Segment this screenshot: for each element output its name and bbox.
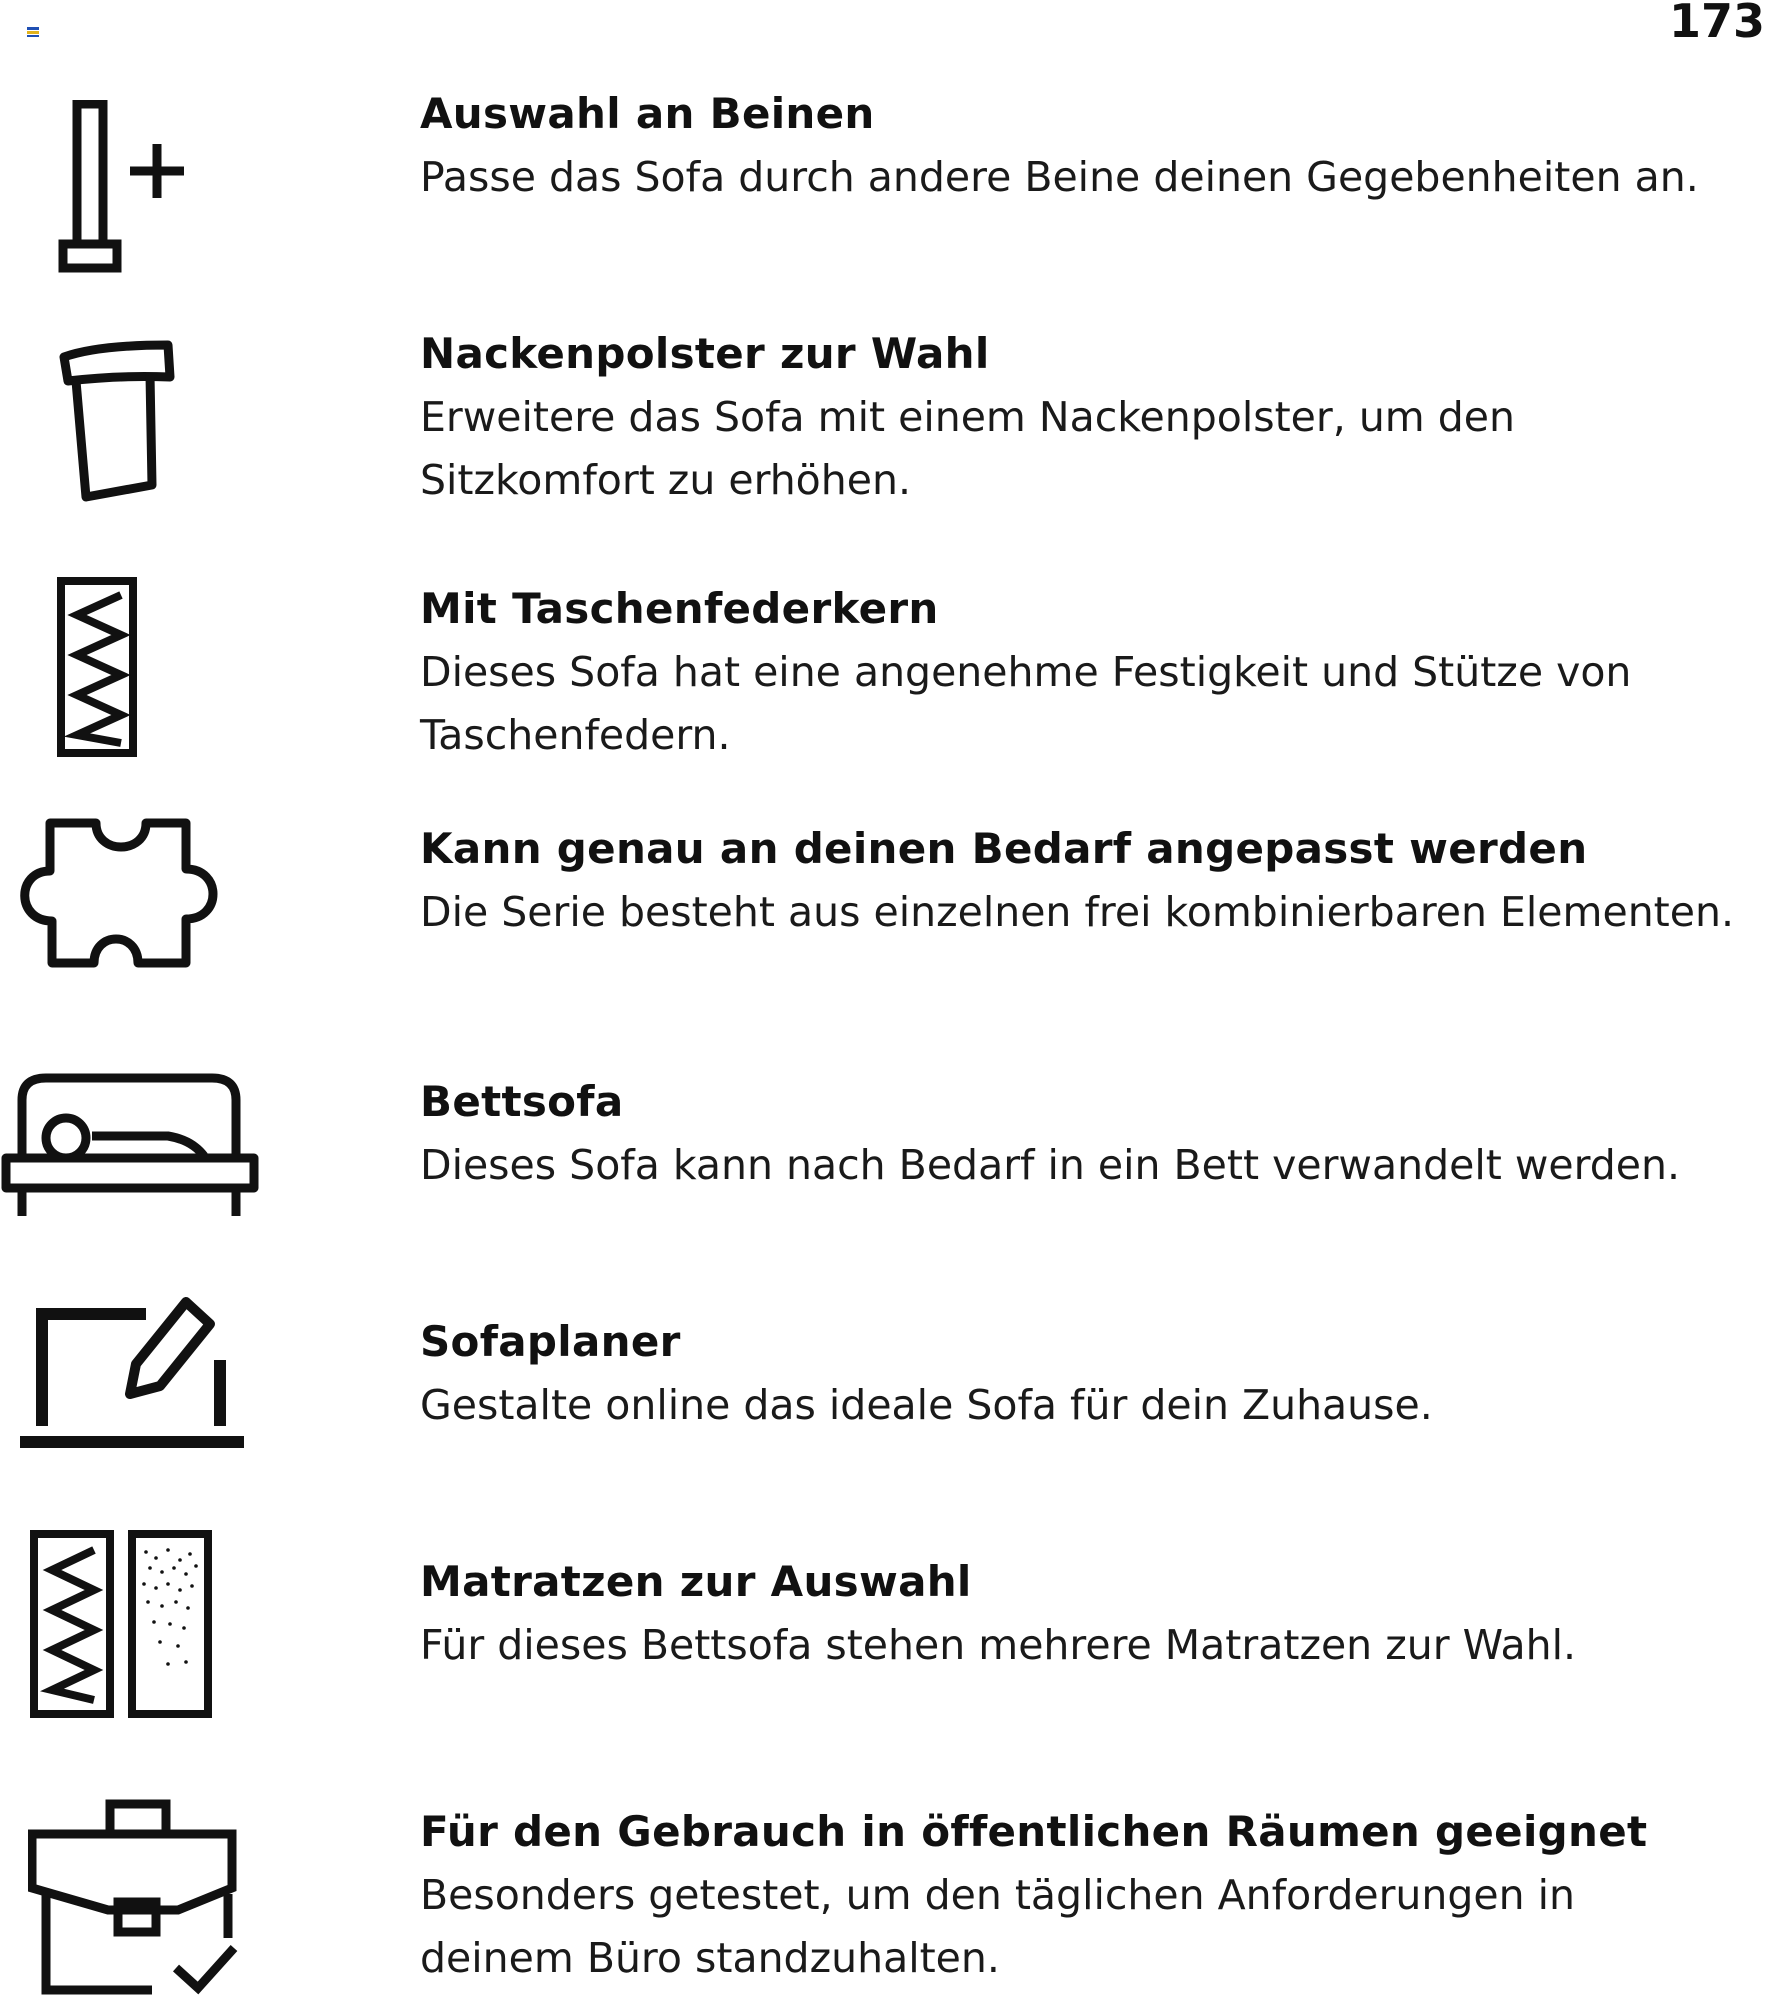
- feature-item: [420, 1078, 1740, 1197]
- feature-description: Passe das Sofa durch andere Beine deinen Gegebenheiten an.: [420, 153, 1699, 201]
- bed-icon: [0, 1070, 262, 1220]
- pocket-spring-icon: [55, 575, 145, 760]
- mattress-choice-icon: [30, 1528, 220, 1718]
- feature-item: [420, 825, 1740, 944]
- feature-item: [420, 585, 1740, 767]
- feature-description: Gestalte online das ideale Sofa für dein Zuhause.: [420, 1381, 1433, 1429]
- puzzle-piece-icon: [10, 815, 230, 975]
- page-number: 173: [1668, 0, 1765, 48]
- feature-item: [420, 330, 1740, 512]
- feature-description: Die Serie besteht aus einzelnen frei kombinierbaren Elementen.: [420, 888, 1735, 936]
- feature-item: [420, 90, 1740, 209]
- laptop-pencil-icon: [18, 1290, 248, 1455]
- feature-title: Bettsofa: [420, 1077, 624, 1126]
- feature-title: Kann genau an deinen Bedarf angepasst werden: [420, 824, 1588, 873]
- feature-title: Für den Gebrauch in öffentlichen Räumen geeignet: [420, 1807, 1648, 1856]
- feature-title: Sofaplaner: [420, 1317, 681, 1366]
- feature-title: Auswahl an Beinen: [420, 89, 875, 138]
- feature-item: [420, 1318, 1740, 1437]
- feature-title: Nackenpolster zur Wahl: [420, 329, 990, 378]
- leg-plus-icon: [55, 100, 195, 275]
- feature-item: [420, 1808, 1740, 1990]
- neck-cushion-icon: [58, 335, 178, 505]
- feature-description: Dieses Sofa hat eine angenehme Festigkeit und Stütze von Taschenfedern.: [420, 648, 1632, 759]
- feature-description: Dieses Sofa kann nach Bedarf in ein Bett verwandelt werden.: [420, 1141, 1680, 1189]
- feature-title: Mit Taschenfederkern: [420, 584, 939, 633]
- feature-description: Besonders getestet, um den täglichen Anforderungen in deinem Büro standzuhalten.: [420, 1871, 1576, 1982]
- feature-item: [420, 1558, 1740, 1677]
- logo-mark-icon: [27, 27, 39, 37]
- briefcase-check-icon: [28, 1798, 248, 2000]
- feature-description: Für dieses Bettsofa stehen mehrere Matratzen zur Wahl.: [420, 1621, 1577, 1669]
- feature-description: Erweitere das Sofa mit einem Nackenpolster, um den Sitzkomfort zu erhöhen.: [420, 393, 1516, 504]
- feature-title: Matratzen zur Auswahl: [420, 1557, 972, 1606]
